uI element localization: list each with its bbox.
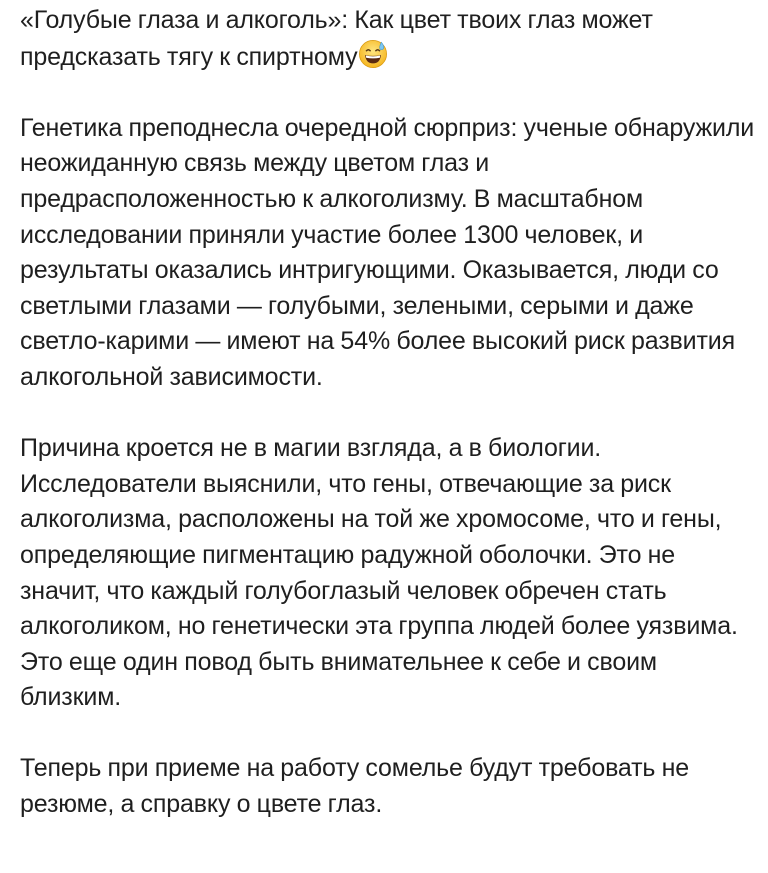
- post-body: [20, 3, 755, 823]
- paragraph-2: Причина кроется не в магии взгляда, а в биологии. Исследователи выяснили, что гены, отвечающие за риск алкоголизма, расположены на той же хромосоме, что и гены, определяющие пигментацию радужной оболочки. Это не значит, что каждый голубоглазый человек обречен стать алкоголиком, но генетически эта группа людей более уязвима. Это еще один повод быть внимательнее к себе и своим близким.: [20, 434, 738, 712]
- paragraph-1: Генетика преподнесла очередной сюрприз: ученые обнаружили неожиданную связь между цветом глаз и предрасположенностью к алкоголизму. В масштабном исследовании приняли участие более 1300 человек, и результаты оказались интригующими. Оказывается, люди со светлыми глазами — голубыми, зелеными, серыми и даже светло-карими — имеют на 54% более высокий риск развития алкогольной зависимости.: [20, 113, 755, 391]
- post-title: [20, 3, 755, 75]
- post-title-text: «Голубые глаза и алкоголь»: Как цвет твоих глаз может предсказать тягу к спиртному: [20, 6, 653, 71]
- paragraph-gap: [20, 716, 755, 752]
- paragraph-gap: [20, 396, 755, 432]
- paragraph-3: Теперь при приеме на работу сомелье будут требовать не резюме, а справку о цвете глаз.: [20, 754, 690, 819]
- grinning-face-with-sweat-icon: [358, 39, 388, 69]
- paragraph-gap: [20, 75, 755, 111]
